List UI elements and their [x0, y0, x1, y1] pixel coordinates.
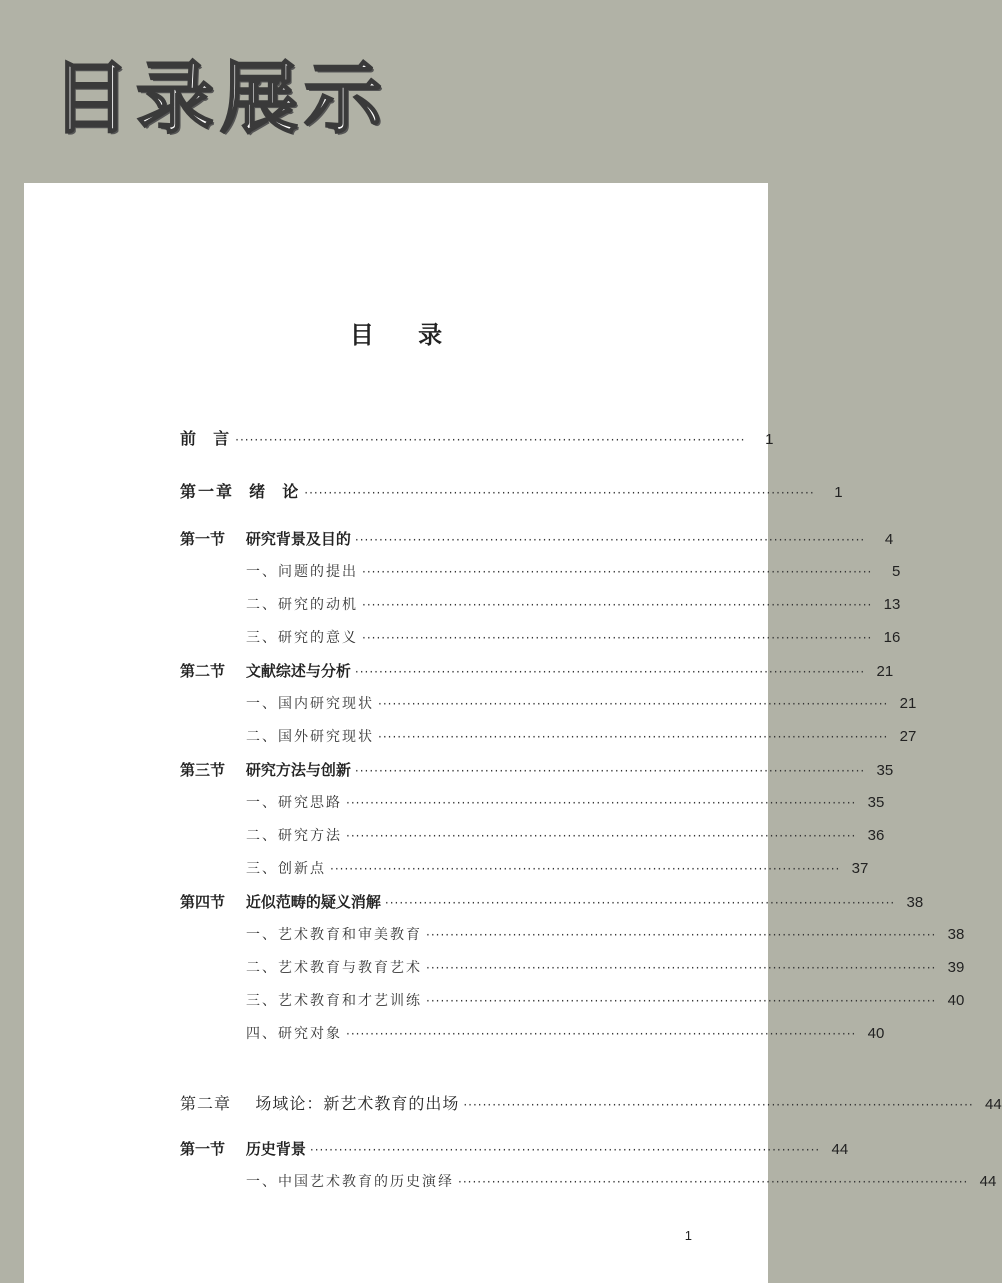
- toc-entry[interactable]: [246, 726, 917, 750]
- toc-entry-page: 38: [906, 894, 924, 911]
- toc-leader-dots: ··········································································································: [426, 961, 937, 975]
- toc-entry-page: 35: [876, 762, 894, 779]
- toc-entry[interactable]: [180, 528, 894, 552]
- toc-entry[interactable]: [246, 693, 917, 717]
- toc-entry-label: 第二章 场域论：新艺术教育的出场: [180, 1094, 460, 1113]
- toc-entry-page: 27: [899, 728, 917, 745]
- toc-entry-label: 三、艺术教育和才艺训练: [246, 993, 422, 1009]
- toc-entry-page: 39: [947, 959, 965, 976]
- toc-entry-label: 一、国内研究现状: [246, 696, 374, 712]
- toc-entry-label: 前 言: [180, 429, 232, 448]
- toc-entry-label: 第二节 文献综述与分析: [180, 662, 351, 680]
- toc-entry-page: 40: [867, 1025, 885, 1042]
- toc-entry-page: 44: [985, 1096, 1002, 1113]
- toc-entry[interactable]: [246, 627, 901, 651]
- toc-leader-dots: ··········································································································: [378, 697, 889, 711]
- toc-entry-page: 44: [831, 1141, 849, 1158]
- toc-entry-label: 第一节 研究背景及目的: [180, 530, 351, 548]
- toc-entry-label: 第一章 绪 论: [180, 482, 301, 501]
- toc-leader-dots: ··········································································································: [304, 486, 815, 500]
- banner-title: 目录展示: [52, 54, 389, 144]
- toc-entry-label: 四、研究对象: [246, 1026, 342, 1042]
- page-number: 1: [684, 1228, 692, 1243]
- toc-entry-label: 三、创新点: [246, 861, 326, 877]
- toc-entry[interactable]: [180, 660, 894, 684]
- toc-entry-label: 第三节 研究方法与创新: [180, 761, 351, 779]
- toc-entry[interactable]: [180, 759, 894, 783]
- toc-leader-dots: ··········································································································: [235, 433, 746, 447]
- toc-entry-page: 37: [851, 860, 869, 877]
- toc-entry[interactable]: [246, 990, 965, 1014]
- toc-entry-page: 13: [883, 596, 901, 613]
- toc-entry-label: 二、研究的动机: [246, 597, 358, 613]
- toc-leader-dots: ··········································································································: [362, 565, 873, 579]
- toc-entry-page: 38: [947, 926, 965, 943]
- toc-entry-label: 一、问题的提出: [246, 564, 358, 580]
- toc-entry-label: 二、研究方法: [246, 828, 342, 844]
- toc-entry-page: 21: [876, 663, 894, 680]
- toc-entry[interactable]: [246, 792, 885, 816]
- toc-entry[interactable]: [180, 1138, 849, 1162]
- document-page: [24, 183, 1002, 1283]
- toc-entry[interactable]: [246, 561, 901, 585]
- toc-leader-dots: ··········································································································: [463, 1098, 974, 1112]
- toc-entry[interactable]: [246, 1171, 997, 1195]
- toc-entry-page: 5: [892, 563, 901, 580]
- toc-entry[interactable]: [246, 594, 901, 618]
- toc-entry[interactable]: [180, 891, 924, 915]
- toc-entry[interactable]: [246, 957, 965, 981]
- toc-leader-dots: ··········································································································: [330, 862, 841, 876]
- toc-entry-label: 第四节 近似范畴的疑义消解: [180, 893, 381, 911]
- toc-leader-dots: ··········································································································: [362, 631, 873, 645]
- toc-entry[interactable]: [180, 479, 843, 503]
- toc-entry-label: 一、中国艺术教育的历史演绎: [246, 1174, 454, 1190]
- toc-leader-dots: ··········································································································: [354, 533, 866, 547]
- toc-entry-label: 一、研究思路: [246, 795, 342, 811]
- toc-entry-page: 21: [899, 695, 917, 712]
- toc-entry-page: 16: [883, 629, 901, 646]
- toc-leader-dots: ··········································································································: [346, 1027, 857, 1041]
- toc-leader-dots: ··········································································································: [378, 730, 889, 744]
- toc-entry[interactable]: [246, 825, 885, 849]
- toc-entry-page: 1: [834, 484, 843, 501]
- toc-entry[interactable]: [246, 858, 869, 882]
- toc-entry-label: 三、研究的意义: [246, 630, 358, 646]
- toc-entry-page: 40: [947, 992, 965, 1009]
- toc-leader-dots: ··········································································································: [346, 829, 857, 843]
- toc-entry-label: 一、艺术教育和审美教育: [246, 927, 422, 943]
- toc-leader-dots: ··········································································································: [346, 796, 857, 810]
- toc-entry[interactable]: [246, 1023, 885, 1047]
- toc-heading: 目 录: [349, 320, 461, 349]
- toc-leader-dots: ··········································································································: [362, 598, 873, 612]
- toc-entry-label: 第一节 历史背景: [180, 1140, 306, 1158]
- toc-entry-page: 4: [884, 531, 894, 548]
- toc-leader-dots: ··········································································································: [309, 1143, 821, 1157]
- toc-entry[interactable]: [246, 924, 965, 948]
- toc-entry[interactable]: [180, 1091, 1002, 1115]
- toc-entry[interactable]: [180, 426, 774, 450]
- toc-leader-dots: ··········································································································: [354, 665, 866, 679]
- toc-leader-dots: ··········································································································: [426, 994, 937, 1008]
- toc-leader-dots: ··········································································································: [458, 1175, 969, 1189]
- toc-entry-label: 二、国外研究现状: [246, 729, 374, 745]
- toc-leader-dots: ··········································································································: [354, 764, 866, 778]
- toc-entry-label: 二、艺术教育与教育艺术: [246, 960, 422, 976]
- toc-entry-page: 35: [867, 794, 885, 811]
- toc-leader-dots: ··········································································································: [426, 928, 937, 942]
- toc-entry-page: 44: [979, 1173, 997, 1190]
- toc-entry-page: 36: [867, 827, 885, 844]
- toc-entry-page: 1: [765, 431, 774, 448]
- toc-leader-dots: ··········································································································: [384, 896, 896, 910]
